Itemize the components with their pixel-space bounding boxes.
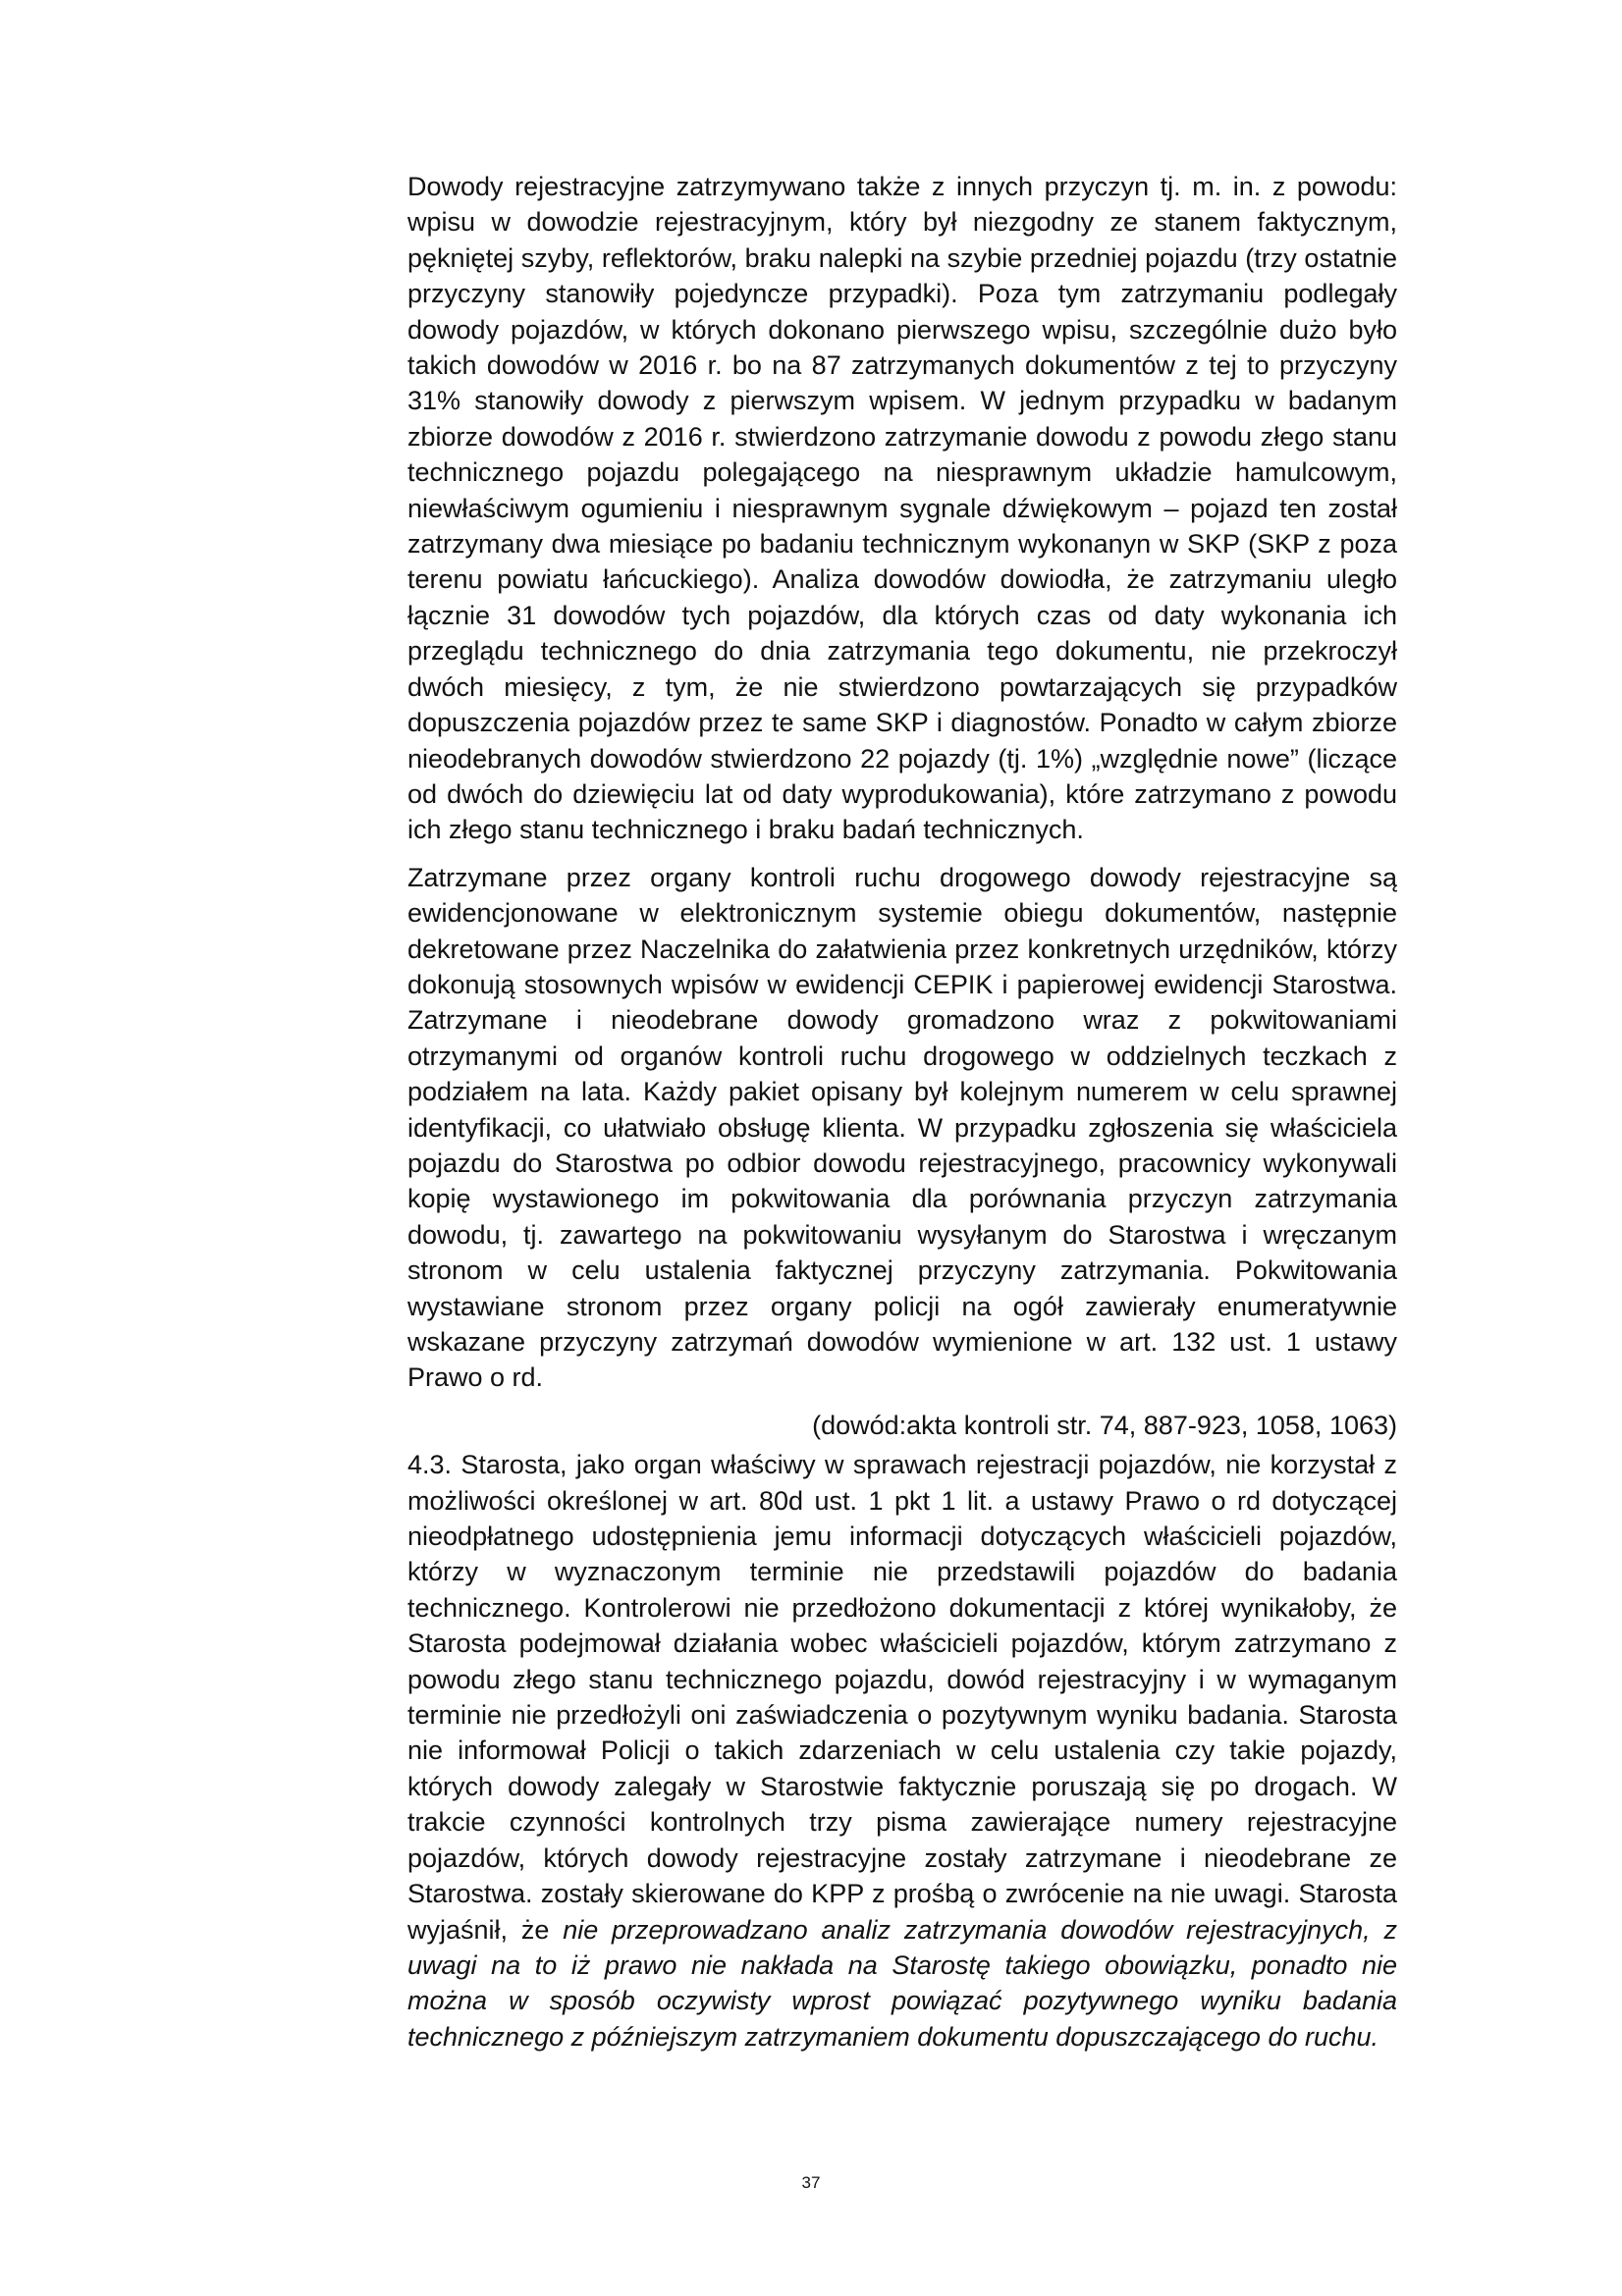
- paragraph-retained-documents-reasons: Dowody rejestracyjne zatrzymywano także z innych przyczyn tj. m. in. z powodu: wpisu w dowodzie rejestracyjnym, który był niezgodny ze stanem faktycznym, pękniętej szyby, reflektorów, braku nalepki na szybie przedniej pojazdu (trzy ostatnie przyczyny stanowiły pojedyncze przypadki). Poza tym zatrzymaniu podlegały dowody pojazdów, w których dokonano pierwszego wpisu, szczególnie dużo było takich dowodów w 2016 r. bo na 87 zatrzymanych dokumentów z tej to przyczyny 31% stanowiły dowody z pierwszym wpisem. W jednym przypadku w badanym zbiorze dowodów z 2016 r. stwierdzono zatrzymanie dowodu z powodu złego stanu technicznego pojazdu polegającego na niesprawnym układzie hamulcowym, niewłaściwym ogumieniu i niesprawnym sygnale dźwiękowym – pojazd ten został zatrzymany dwa miesiące po badaniu technicznym wykonanyn w SKP (SKP z poza terenu powiatu łańcuckiego). Analiza dowodów dowiodła, że zatrzymaniu uległo łącznie 31 dowodów tych pojazdów, dla których czas od daty wykonania ich przeglądu technicznego do dnia zatrzymania tego dokumentu, nie przekroczył dwóch miesięcy, z tym, że nie stwierdzono powtarzających się przypadków dopuszczenia pojazdów przez te same SKP i diagnostów. Ponadto w całym zbiorze nieodebranych dowodów stwierdzono 22 pojazdy (tj. 1%) „względnie nowe” (liczące od dwóch do dziewięciu lat od daty wyprodukowania), które zatrzymano z powodu ich złego stanu technicznego i braku badań technicznych.: [407, 172, 1397, 845]
- paragraph-document-registration-process: Zatrzymane przez organy kontroli ruchu drogowego dowody rejestracyjne są ewidencjonowane w elektronicznym systemie obiegu dokumentów, następnie dekretowane przez Naczelnika do załatwienia przez konkretnych urzędników, którzy dokonują stosownych wpisów w ewidencji CEPIK i papierowej ewidencji Starostwa. Zatrzymane i nieodebrane dowody gromadzono wraz z pokwitowaniami otrzymanymi od organów kontroli ruchu drogowego w oddzielnych teczkach z podziałem na lata. Każdy pakiet opisany był kolejnym numerem w celu sprawnej identyfikacji, co ułatwiało obsługę klienta. W przypadku zgłoszenia się właściciela pojazdu do Starostwa po odbior dowodu rejestracyjnego, pracownicy wykonywali kopię wystawionego im pokwitowania dla porównania przyczyn zatrzymania dowodu, tj. zawartego na pokwitowaniu wysyłanym do Starostwa i wręczanym stronom w celu ustalenia faktycznej przyczyny zatrzymania. Pokwitowania wystawiane stronom przez organy policji na ogół zawierały enumeratywnie wskazane przyczyny zatrzymań dowodów wymienione w art. 132 ust. 1 ustawy Prawo o rd.: [407, 862, 1397, 1393]
- section-4-3-text: 4.3. Starosta, jako organ właściwy w sprawach rejestracji pojazdów, nie korzystał z możliwości określonej w art. 80d ust. 1 pkt 1 lit. a ustawy Prawo o rd dotyczącej nieodpłatnego udostępnienia jemu informacji dotyczących właścicieli pojazdów, którzy w wyznaczonym terminie nie przedstawili pojazdów do badania technicznego. Kontrolerowi nie przedłożono dokumentacji z której wynikałoby, że Starosta podejmował działania wobec właścicieli pojazdów, którym zatrzymano z powodu złego stanu technicznego pojazdu, dowód rejestracyjny i w wymaganym terminie nie przedłożyli oni zaświadczenia o pozytywnym wyniku badania. Starosta nie informował Policji o takich zdarzeniach w celu ustalenia czy takie pojazdy, których dowody zalegały w Starostwie faktycznie poruszają się po drogach. W trakcie czynności kontrolnych trzy pisma zawierające numery rejestracyjne pojazdów, których dowody rejestracyjne zostały zatrzymane i nieodebrane ze Starostwa. zostały skierowane do KPP z prośbą o zwrócenie na nie uwagi. Starosta wyjaśnił, że: [407, 1450, 1397, 1945]
- body-text: [407, 169, 1397, 2056]
- starosta-explanation-quote: nie przeprowadzano analiz zatrzymania dowodów rejestracyjnych, z uwagi na to iż prawo nie nakłada na Starostę takiego obowiązku, ponadto nie można w sposób oczywisty wprost powiązać pozytywnego wyniku badania technicznego z późniejszym zatrzymaniem dokumentu dopuszczającego do ruchu.: [407, 1914, 1397, 2052]
- page-number: 37: [801, 2173, 821, 2192]
- evidence-note: (dowód:akta kontroli str. 74, 887-923, 1058, 1063): [812, 1410, 1397, 1440]
- paragraph-section-4-3: [407, 1447, 1397, 2055]
